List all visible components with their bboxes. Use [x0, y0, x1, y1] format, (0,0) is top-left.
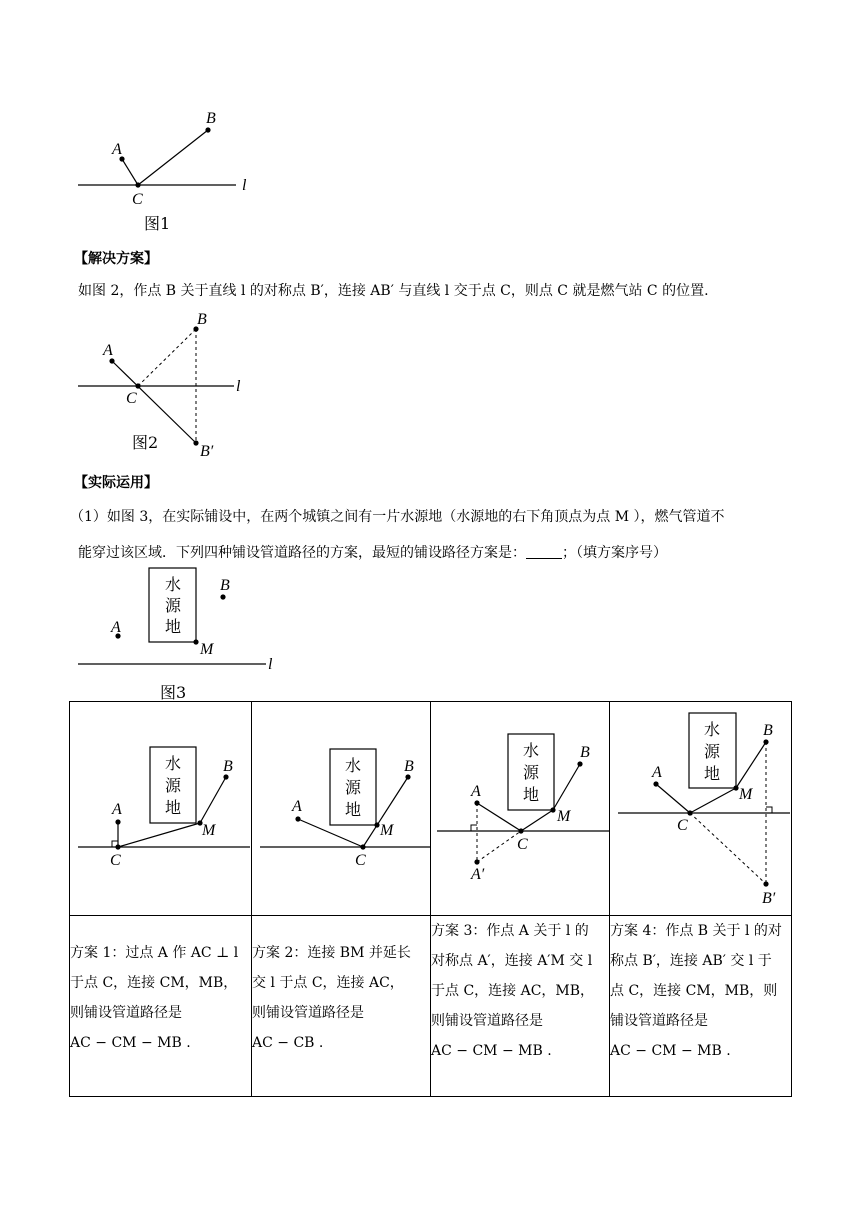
water-char-1: 水 — [165, 575, 182, 594]
water-char-2: 源 — [345, 778, 362, 797]
point-a — [653, 781, 658, 786]
label-m: M — [380, 822, 394, 839]
plan-1-line-1: 方案 1：过点 A 作 AC ⊥ l — [70, 945, 239, 961]
segment-cb-dashed — [138, 329, 196, 386]
label-b: B — [223, 758, 233, 775]
point-m — [374, 822, 379, 827]
point-b — [205, 127, 210, 132]
plans-table — [69, 701, 792, 1097]
segment-ac — [477, 803, 521, 831]
water-char-3: 地 — [165, 617, 182, 636]
label-c: C — [110, 852, 121, 869]
plan-3-figure — [431, 702, 609, 914]
label-a: A — [471, 783, 481, 800]
figure-1-caption: 图1 — [144, 214, 171, 233]
plan-4-line-3: 点 C，连接 CM，MB，则 — [610, 983, 778, 999]
plan-4-line-4: 铺设管道路径是 — [610, 1013, 708, 1029]
segment-cm — [690, 788, 736, 813]
point-b — [763, 739, 768, 744]
label-b: B — [206, 110, 216, 127]
plan-4-line-1: 方案 4：作点 B 关于 l 的对 — [610, 923, 782, 939]
figure-2-caption: 图2 — [132, 433, 159, 452]
water-char-1: 水 — [704, 720, 721, 739]
segment-cm — [521, 810, 553, 831]
plan-3-line-2: 对称点 A′，连接 A′M 交 l — [431, 953, 593, 969]
figure-3 — [70, 560, 290, 680]
figure-3-caption: 图3 — [160, 683, 187, 702]
segment-bc — [138, 130, 208, 185]
point-c — [360, 844, 365, 849]
label-b: B — [197, 311, 207, 328]
label-a: A — [111, 619, 121, 636]
point-a — [109, 358, 114, 363]
point-b — [405, 774, 410, 779]
label-a: A — [292, 798, 302, 815]
water-char-2: 源 — [165, 776, 182, 795]
plan-3-line-4: 则铺设管道路径是 — [431, 1013, 543, 1029]
label-m: M — [202, 822, 216, 839]
plan-1-figure-cell — [70, 702, 252, 916]
question-1-text-before: 能穿过该区域．下列四种铺设管道路径的方案，最短的铺设路径方案是： — [78, 545, 526, 561]
plan-1-figure — [70, 702, 250, 914]
water-char-2: 源 — [165, 596, 182, 615]
segment-ac — [656, 784, 690, 813]
label-a: A — [112, 801, 122, 818]
question-1-text-after: ；（填方案序号） — [562, 545, 667, 561]
plan-2-line-3: 则铺设管道路径是 — [252, 1005, 364, 1021]
label-b-prime: B′ — [200, 443, 214, 460]
segment-mb — [736, 742, 766, 788]
plan-1-line-4: AC − CM − MB . — [70, 1035, 191, 1051]
plans-description-row — [70, 916, 792, 1097]
point-c — [135, 182, 140, 187]
water-char-2: 源 — [523, 763, 540, 782]
label-c: C — [677, 817, 688, 834]
point-m — [193, 639, 198, 644]
point-b-prime — [763, 881, 768, 886]
label-a: A — [652, 764, 662, 781]
water-char-1: 水 — [165, 754, 182, 773]
label-l: l — [242, 177, 247, 194]
plan-3-line-3: 于点 C，连接 AC，MB， — [431, 983, 595, 999]
figure-1 — [70, 105, 270, 215]
plan-3-line-1: 方案 3：作点 A 关于 l 的 — [431, 923, 589, 939]
plan-4-figure — [610, 702, 790, 914]
point-c — [135, 383, 140, 388]
point-c — [115, 844, 120, 849]
label-m: M — [739, 786, 753, 803]
water-char-2: 源 — [704, 742, 721, 761]
plans-figures-row — [70, 702, 792, 916]
point-m — [550, 807, 555, 812]
label-c: C — [355, 852, 366, 869]
label-b: B — [580, 744, 590, 761]
label-b: B — [404, 758, 414, 775]
plan-2-figure-cell — [252, 702, 431, 916]
label-c: C — [132, 191, 143, 208]
figure-2 — [70, 308, 270, 460]
plan-4-line-2: 称点 B′，连接 AB′ 交 l 于 — [610, 953, 772, 969]
point-b-prime — [193, 440, 198, 445]
plan-4-description — [610, 916, 792, 1097]
water-char-3: 地 — [523, 785, 540, 804]
water-char-3: 地 — [345, 800, 362, 819]
plan-3-figure-cell — [431, 702, 610, 916]
label-b-prime: B′ — [762, 890, 776, 907]
label-a: A — [112, 141, 122, 158]
plan-1-line-2: 于点 C，连接 CM，MB， — [70, 975, 238, 991]
label-m: M — [557, 808, 571, 825]
label-c: C — [126, 390, 137, 407]
label-c: C — [517, 836, 528, 853]
label-a: A — [103, 342, 113, 359]
plan-2-description — [252, 916, 431, 1097]
heading-practice: 【实际运用】 — [74, 475, 158, 491]
answer-blank — [526, 544, 562, 559]
point-c — [687, 810, 692, 815]
point-m — [733, 785, 738, 790]
segment-mb — [200, 777, 226, 823]
label-l: l — [236, 378, 241, 395]
right-angle-mark — [471, 825, 477, 831]
plan-3-line-5: AC − CM − MB . — [431, 1043, 552, 1059]
segment-cb-prime-dashed — [690, 813, 766, 884]
point-c — [518, 828, 523, 833]
label-m: M — [200, 641, 214, 658]
plan-1-description — [70, 916, 252, 1097]
label-a-prime: A′ — [471, 866, 485, 883]
plan-3-description — [431, 916, 610, 1097]
segment-mb — [553, 764, 580, 810]
plan-4-line-5: AC − CM − MB . — [610, 1043, 731, 1059]
question-1-line-1: （1）如图 3，在实际铺设中，在两个城镇之间有一片水源地（水源地的右下角顶点为点 M ），燃气管道不 — [70, 509, 725, 525]
heading-solution: 【解决方案】 — [74, 251, 158, 267]
point-b — [220, 594, 225, 599]
segment-a-prime-c-dashed — [477, 831, 521, 862]
plan-4-figure-cell — [610, 702, 792, 916]
segment-ac — [122, 159, 138, 185]
plan-2-figure — [252, 702, 430, 914]
water-char-3: 地 — [704, 764, 721, 783]
water-char-3: 地 — [165, 798, 182, 817]
label-l: l — [268, 656, 273, 673]
plan-2-line-4: AC − CB . — [252, 1035, 324, 1051]
label-b: B — [220, 577, 230, 594]
label-b: B — [763, 722, 773, 739]
point-a-prime — [474, 859, 479, 864]
point-b — [223, 774, 228, 779]
segment-cm — [118, 823, 200, 847]
point-a — [295, 816, 300, 821]
solution-text: 如图 2，作点 B 关于直线 l 的对称点 B′，连接 AB′ 与直线 l 交于点 C，则点 C 就是燃气站 C 的位置. — [78, 283, 709, 299]
point-a — [115, 819, 120, 824]
point-a — [474, 800, 479, 805]
water-char-1: 水 — [345, 756, 362, 775]
plan-2-line-2: 交 l 于点 C，连接 AC， — [252, 975, 404, 991]
point-b — [577, 761, 582, 766]
water-char-1: 水 — [523, 741, 540, 760]
plan-1-line-3: 则铺设管道路径是 — [70, 1005, 182, 1021]
plan-2-line-1: 方案 2：连接 BM 并延长 — [252, 945, 411, 961]
right-angle-mark — [766, 807, 772, 813]
